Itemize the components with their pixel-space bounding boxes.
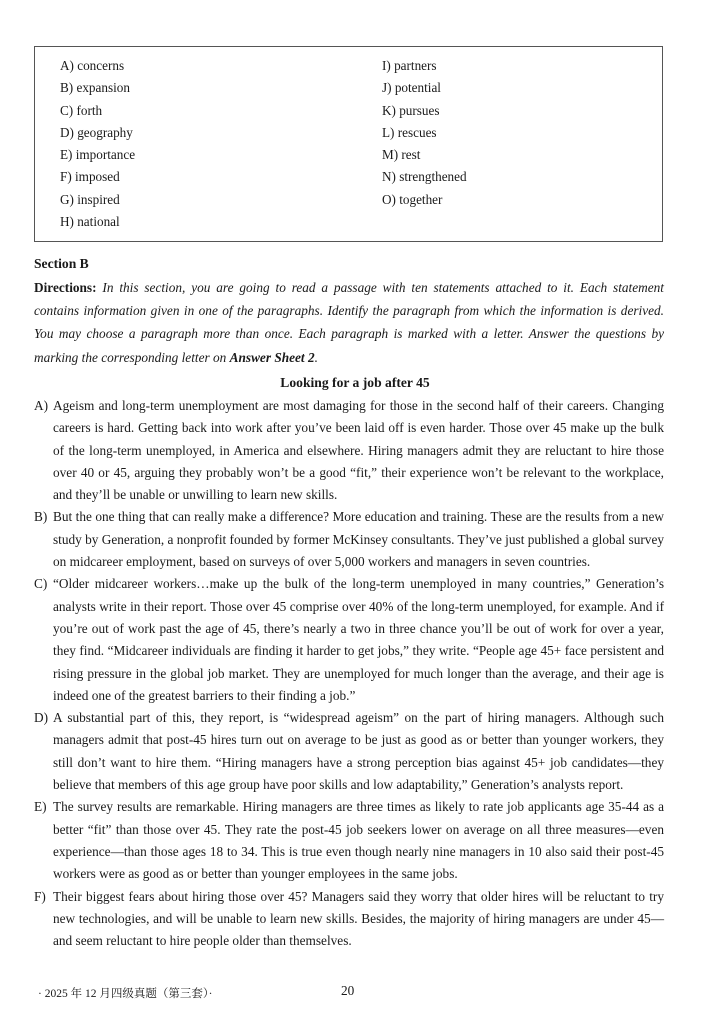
directions-text: In this section, you are going to read a passage with ten statements attached to it. Each statement contains information given in one of the paragraphs. Identify the paragraph from which the information is derived. You may choose a paragraph more than once. Each paragraph is marked with a letter. Answer the questions by marking the corresponding letter on [34, 280, 664, 365]
word-option: L) rescues [382, 124, 437, 140]
word-option: O) together [382, 191, 443, 207]
paragraph-letter: A) [34, 398, 49, 413]
paragraph-d [34, 707, 664, 796]
word-bank-left-column [60, 55, 135, 233]
word-option: N) strengthened [382, 169, 467, 185]
page-number: 20 [341, 983, 355, 998]
paragraph-text: But the one thing that can really make a difference? More education and training. These are the results from a new study by Generation, a nonprofit founded by former McKinsey consultants. They’ve just published a global survey on midcareer employment, based on surveys of over 5,000 workers and managers in seven countries. [53, 509, 664, 570]
word-option: A) concerns [60, 58, 125, 73]
paragraph-letter: F) [34, 888, 46, 904]
paragraph-c [34, 573, 664, 707]
word-option: K) pursues [382, 102, 440, 118]
word-option: F) imposed [60, 169, 120, 185]
paragraph-text: The survey results are remarkable. Hiring managers are three times as likely to rate job applicants age 35-44 as a better “fit” than those over 45. They rate the post-45 job seekers lower on average on all three measures—even experience—than those ages 18 to 34. This is true even though nearly nine managers in 10 also said their post-45 workers were as good as or better than younger employees in the same jobs. [53, 799, 664, 882]
word-option: B) expansion [60, 80, 130, 96]
paragraph-text: Their biggest fears about hiring those over 45? Managers said they worry that older hires will be reluctant to try new technologies, and will be unable to learn new skills. Besides, the majority of hiring managers are under 45—and seem reluctant to hire people older than themselves. [53, 888, 664, 949]
word-bank-right-column [382, 55, 467, 211]
section-title: Section B [34, 256, 89, 271]
passage-paragraphs [34, 395, 664, 952]
paragraph-letter: C) [34, 576, 48, 592]
paragraph-text: “Older midcareer workers…make up the bulk of the long-term unemployed in many countries,” Generation’s analysts write in their report. Those over 45 comprise over 40% of the long-term unemployed, for example. And if you’re out of work past the age of 45, there’s nearly a two in three chance you’ll be out of work for over a year, they find. “Midcareer individuals are finding it harder to get jobs,” they write. “People age 45+ face persistent and rising pressure in the global job market. They are unemployed for much longer than the average, and their age is indeed one of the greatest barriers to their finding a job.” [53, 576, 664, 703]
paragraph-b [34, 506, 664, 573]
paragraph-f [34, 886, 664, 953]
word-option: M) rest [382, 147, 421, 163]
passage-title: Looking for a job after 45 [280, 375, 430, 390]
word-option: G) inspired [60, 191, 120, 207]
word-option: J) potential [382, 80, 441, 96]
paragraph-a [34, 395, 664, 506]
footer-source: · 2025 年 12 月四级真题（第三套）· [38, 988, 213, 1000]
paragraph-letter: E) [34, 799, 47, 815]
word-option: I) partners [382, 58, 437, 73]
paragraph-e [34, 796, 664, 885]
directions [34, 276, 664, 369]
directions-label: Directions: [34, 280, 97, 295]
paragraph-text: A substantial part of this, they report, is “widespread ageism” on the part of hiring managers. Although such managers admit that post-45 hires turn out on average to be just as good as or better than younger workers, they still don’t want to hire them. “Hiring managers have a strong perception bias against 45+ job candidates—they believe that members of this age group have poor skills and low adaptability,” Generation’s analysts report. [53, 710, 664, 793]
word-option: C) forth [60, 102, 103, 118]
paragraph-letter: B) [34, 509, 48, 525]
directions-end: . [314, 349, 318, 365]
word-bank-box [34, 46, 663, 242]
answer-sheet-label: Answer Sheet 2 [229, 349, 315, 365]
paragraph-text: Ageism and long-term unemployment are most damaging for those in the second half of their careers. Changing careers is hard. Getting back into work after you’ve been laid off is even harder. Those over 45 make up the bulk of the long-term unemployed, in America and elsewhere. Hiring managers admit they are reluctant to hire those over 40 or 45, arguing they probably won’t be a good “fit,” their experience won’t be relevant to the workplace, and they’ll be unable or unwilling to learn new skills. [53, 398, 664, 503]
word-option: E) importance [60, 147, 136, 163]
word-option: H) national [60, 214, 120, 230]
paragraph-letter: D) [34, 710, 49, 726]
word-option: D) geography [60, 124, 133, 140]
